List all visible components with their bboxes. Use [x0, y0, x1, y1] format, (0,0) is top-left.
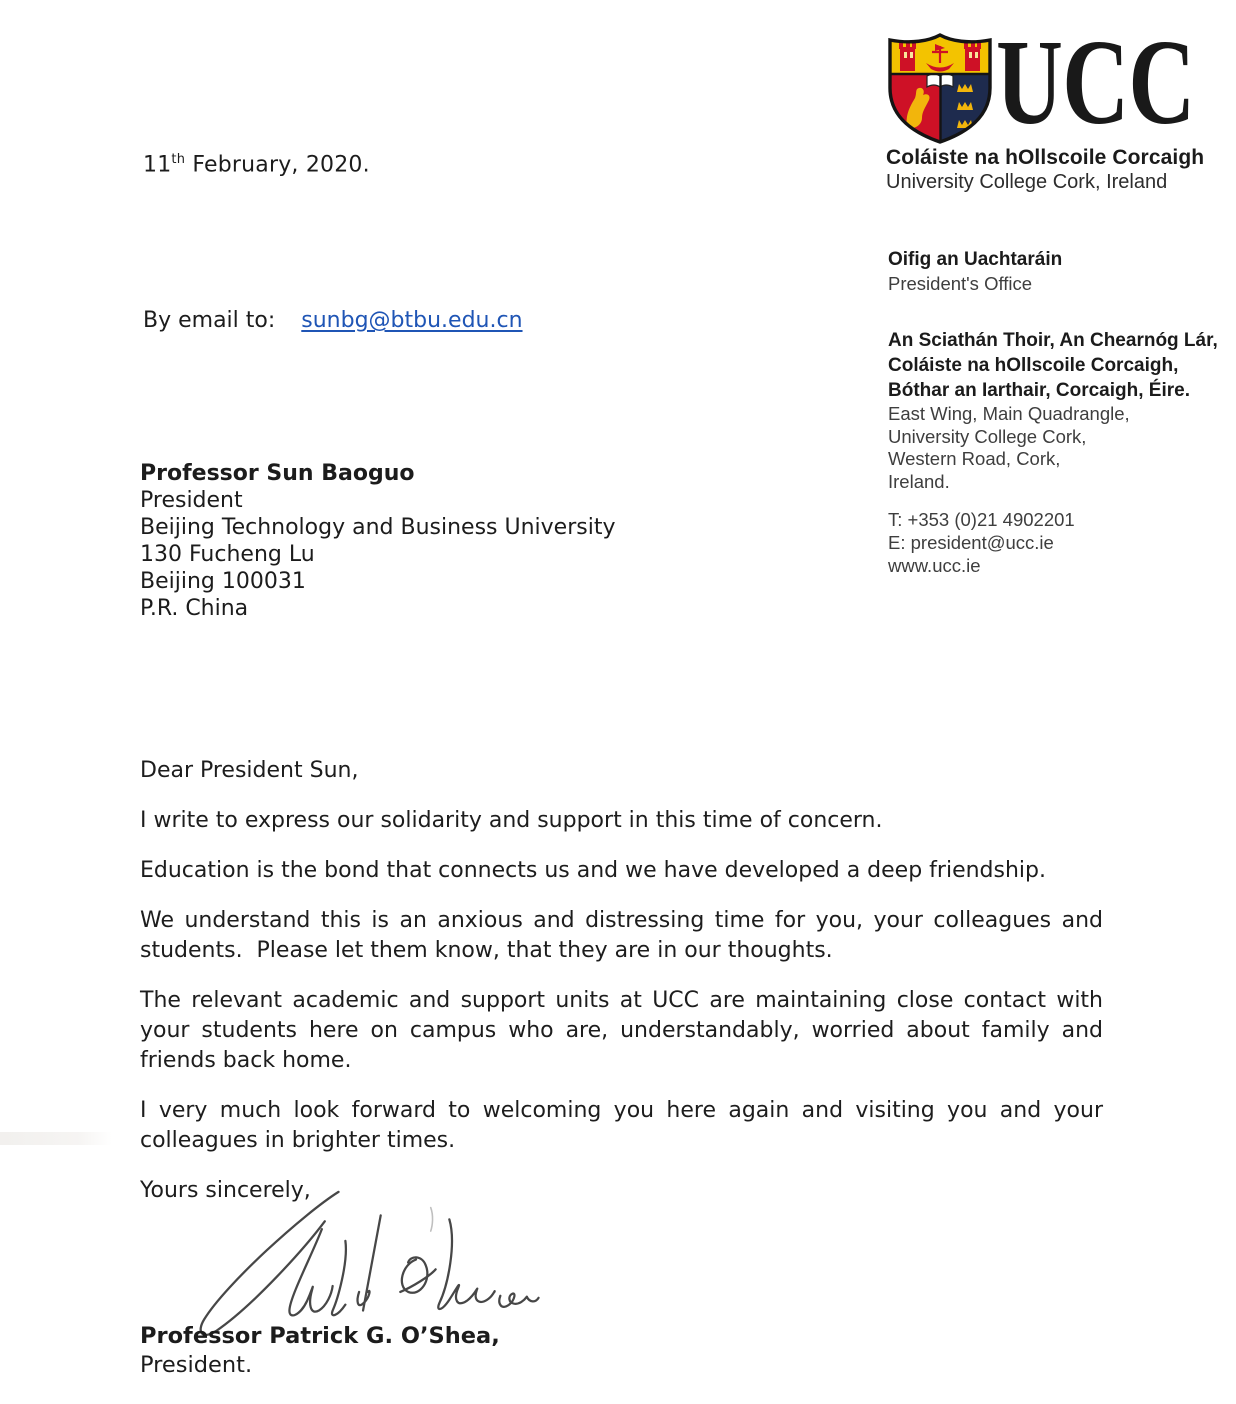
address-irish	[888, 328, 1218, 403]
recipient-line: President	[140, 488, 243, 513]
by-email-line	[143, 308, 523, 333]
address-line: East Wing, Main Quadrangle,	[888, 403, 1130, 424]
address-line: An Sciathán Thoir, An Chearnóg Lár,	[888, 330, 1218, 351]
address-line: University College Cork,	[888, 425, 1087, 447]
address-english	[888, 403, 1218, 493]
body-paragraph: Education is the bond that connects us and we have developed a deep friendship.	[140, 858, 1046, 883]
office-email: E: president@ucc.ie	[888, 532, 1054, 553]
recipient-line: P.R. China	[140, 596, 249, 621]
office-website: www.ucc.ie	[888, 555, 981, 576]
closing: Yours sincerely,	[140, 1178, 311, 1203]
tagline-irish: Coláiste na hOllscoile Corcaigh	[886, 146, 1205, 169]
recipient-email-link[interactable]: sunbg@btbu.edu.cn	[301, 308, 523, 333]
office-name-english: President's Office	[888, 273, 1033, 294]
ucc-crest-icon	[885, 32, 995, 145]
contact-block	[888, 508, 1218, 577]
scan-smudge-artifact	[0, 1132, 112, 1145]
salutation: Dear President Sun,	[140, 758, 359, 783]
body-paragraph: The relevant academic and support units at UCC are maintaining close contact with your students here on campus who are, understandably, worried about family and friends back home.	[140, 988, 1110, 1073]
body-paragraph: We understand this is an anxious and distressing time for you, your colleagues and students. Please let them know, that they are in our thoughts.	[140, 908, 1110, 963]
signatory-title: President.	[140, 1352, 253, 1378]
letter-body	[140, 756, 1110, 1226]
address-line: Coláiste na hOllscoile Corcaigh,	[888, 355, 1179, 376]
address-line: Western Road, Cork,	[888, 448, 1061, 469]
by-email-label: By email to:	[143, 308, 276, 333]
letter-date	[143, 152, 370, 177]
office-name-irish: Oifig an Uachtaráin	[888, 249, 1063, 270]
date-ordinal: th	[171, 152, 186, 167]
recipient-line: Beijing Technology and Business University	[140, 515, 616, 540]
recipient-line: Beijing 100031	[140, 569, 306, 594]
date-rest: February, 2020.	[185, 152, 370, 178]
recipient-name: Professor Sun Baoguo	[140, 461, 415, 486]
ucc-logotype: UCC	[996, 15, 1195, 150]
recipient-address-block	[140, 460, 615, 622]
signatory-block	[140, 1322, 500, 1380]
signatory-name: Professor Patrick G. O’Shea,	[140, 1323, 500, 1349]
body-paragraph: I very much look forward to welcoming you here again and visiting you and your colleagues in brighter times.	[140, 1098, 1110, 1153]
presidents-office-block	[888, 248, 1218, 577]
address-line: Bóthar an Iarthair, Corcaigh, Éire.	[888, 380, 1190, 401]
phone-number: T: +353 (0)21 4902201	[888, 509, 1075, 530]
tagline-english: University College Cork, Ireland	[886, 171, 1168, 193]
body-paragraph: I write to express our solidarity and support in this time of concern.	[140, 808, 883, 833]
address-line: Ireland.	[888, 470, 950, 492]
recipient-line: 130 Fucheng Lu	[140, 542, 315, 567]
date-day: 11	[143, 152, 172, 178]
